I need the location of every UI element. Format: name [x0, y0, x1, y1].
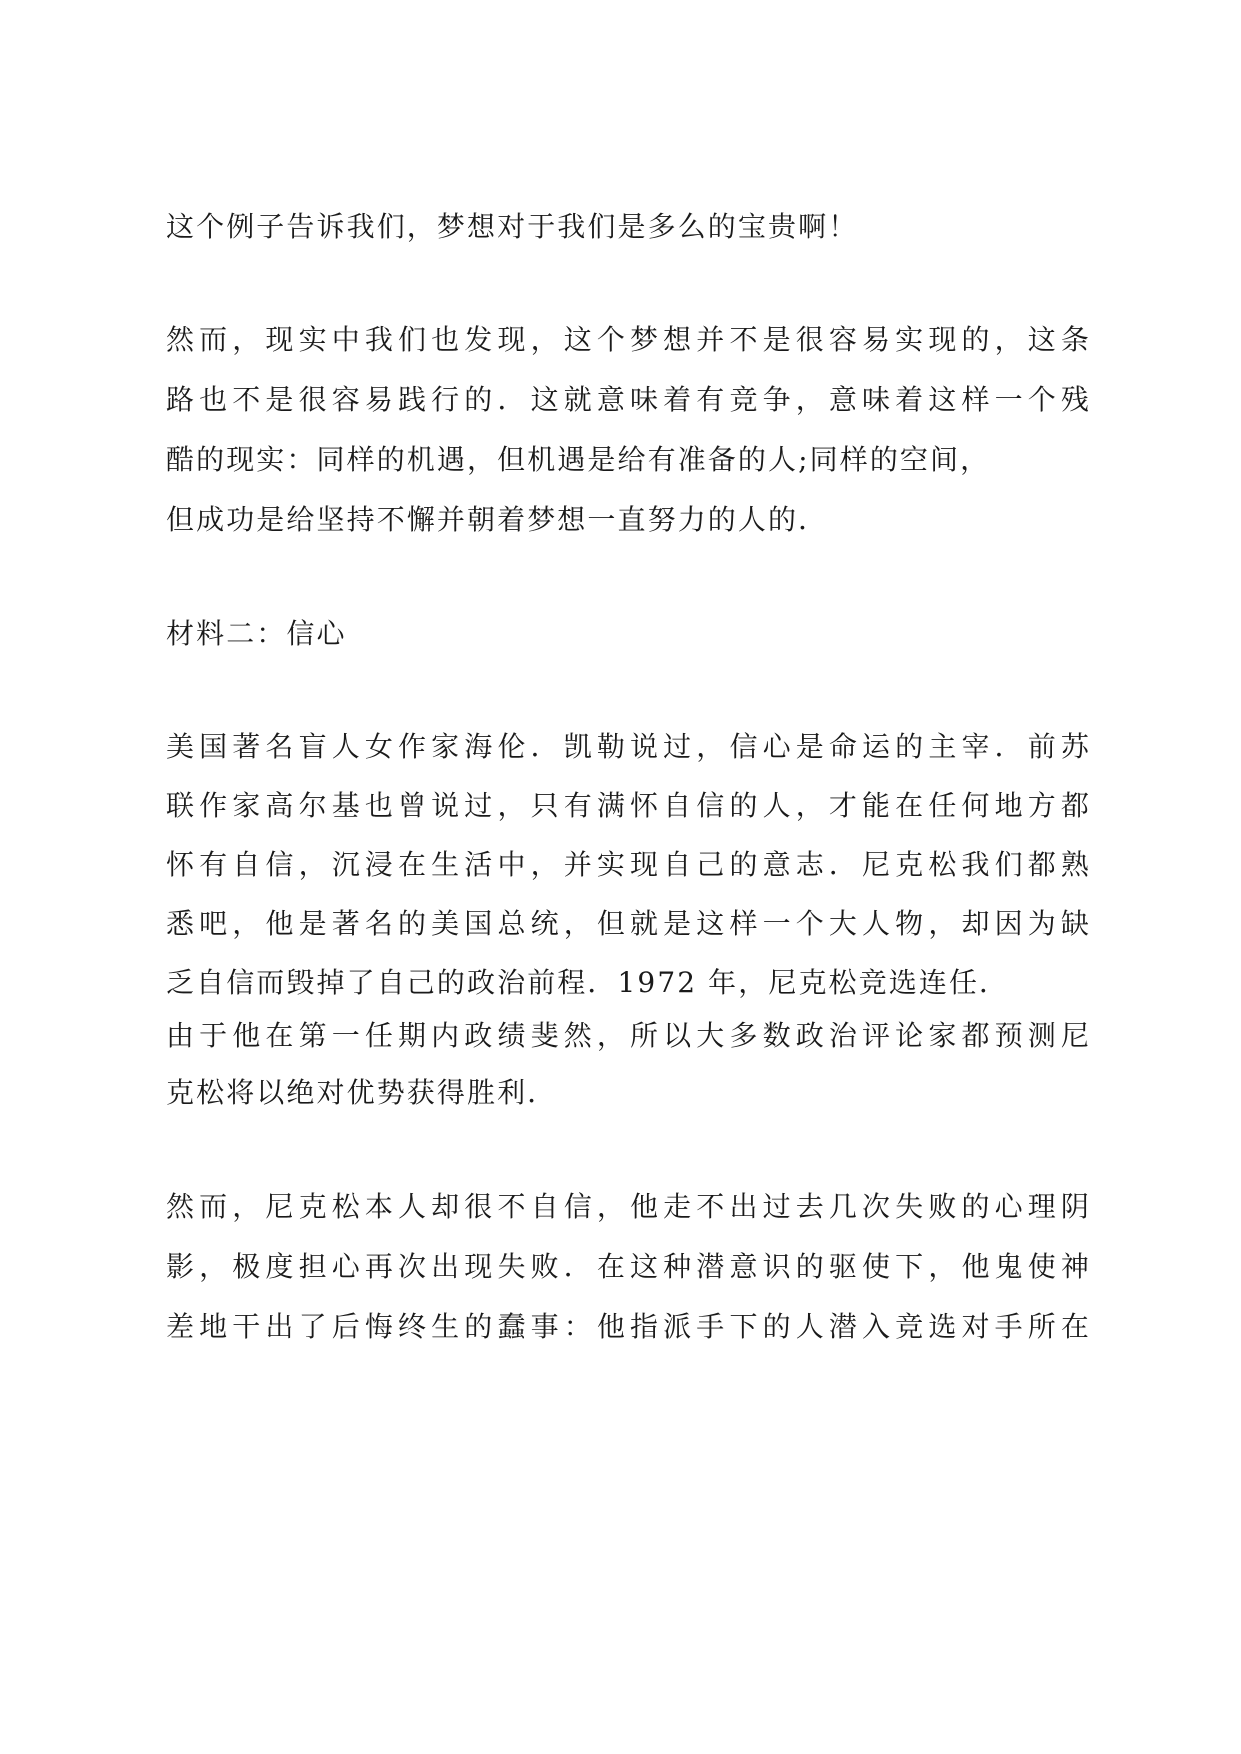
text-line: 克松将以绝对优势获得胜利．: [166, 1076, 558, 1109]
text-line: 但成功是给坚持不懈并朝着梦想一直努力的人的．: [166, 503, 829, 536]
text-line: 乏自信而毁掉了自己的政治前程．1972 年，尼克松竞选连任．: [166, 966, 1010, 999]
text-line: 然而，尼克松本人却很不自信，他走不出过去几次失败的心理阴: [166, 1190, 1091, 1223]
heading-text: 材料二：信心: [166, 617, 347, 650]
text-line: 联作家高尔基也曾说过，只有满怀自信的人，才能在任何地方都: [166, 789, 1091, 822]
text-line: 路也不是很容易践行的．这就意味着有竞争，意味着这样一个残: [166, 383, 1091, 416]
text-line: 这个例子告诉我们，梦想对于我们是多么的宝贵啊！: [166, 210, 859, 243]
text-line: 差地干出了后悔终生的蠢事：他指派手下的人潜入竞选对手所在: [166, 1310, 1091, 1343]
text-line: 由于他在第一任期内政绩斐然，所以大多数政治评论家都预测尼: [166, 1019, 1091, 1052]
text-line: 悉吧，他是著名的美国总统，但就是这样一个大人物，却因为缺: [166, 907, 1091, 940]
text-line: 影，极度担心再次出现失败．在这种潜意识的驱使下，他鬼使神: [166, 1250, 1091, 1283]
text-line: 酷的现实：同样的机遇，但机遇是给有准备的人;同样的空间，: [166, 443, 991, 476]
text-line: 怀有自信，沉浸在生活中，并实现自己的意志．尼克松我们都熟: [166, 848, 1091, 881]
text-line: 美国著名盲人女作家海伦．凯勒说过，信心是命运的主宰．前苏: [166, 730, 1091, 763]
text-line: 然而，现实中我们也发现，这个梦想并不是很容易实现的，这条: [166, 323, 1091, 356]
